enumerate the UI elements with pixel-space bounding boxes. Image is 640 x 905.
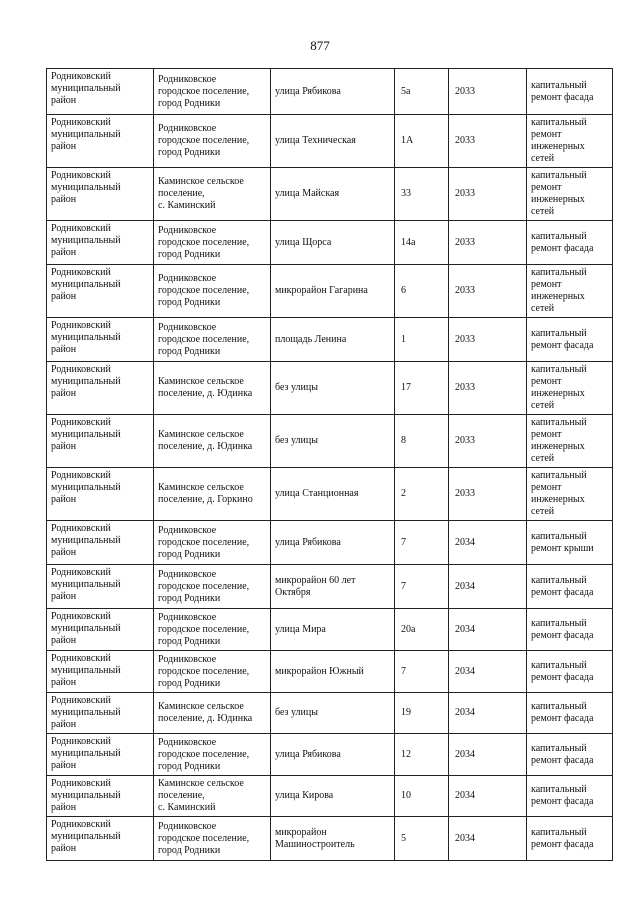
work-type-cell: капитальный ремонт фасада <box>527 565 613 609</box>
settlement-cell: Каминское сельское поселение, д. Юдинка <box>154 693 271 734</box>
work-type-cell: капитальный ремонт инженерных сетей <box>527 115 613 168</box>
street-cell: микрорайон Южный <box>271 651 395 693</box>
table-row <box>47 265 613 318</box>
table-row <box>47 609 613 651</box>
year-cell: 2034 <box>449 521 527 565</box>
year-cell: 2033 <box>449 115 527 168</box>
street-cell: микрорайон Машиностроитель <box>271 817 395 861</box>
district-cell: Родниковский муниципальный район <box>47 265 154 318</box>
street-cell: улица Кирова <box>271 776 395 817</box>
work-type-cell: капитальный ремонт фасада <box>527 651 613 693</box>
table-row <box>47 817 613 861</box>
settlement-cell: Родниковское городское поселение, город Родники <box>154 651 271 693</box>
house-number-cell: 33 <box>395 168 449 221</box>
settlement-cell: Родниковское городское поселение, город Родники <box>154 265 271 318</box>
house-number-cell: 7 <box>395 565 449 609</box>
settlement-cell: Родниковское городское поселение, город Родники <box>154 318 271 362</box>
housing-repair-table <box>46 68 613 861</box>
settlement-cell: Каминское сельское поселение, с. Каминский <box>154 776 271 817</box>
district-cell: Родниковский муниципальный район <box>47 734 154 776</box>
street-cell: улица Рябикова <box>271 521 395 565</box>
district-cell: Родниковский муниципальный район <box>47 221 154 265</box>
table-row <box>47 115 613 168</box>
table-row <box>47 693 613 734</box>
year-cell: 2033 <box>449 69 527 115</box>
work-type-cell: капитальный ремонт фасада <box>527 776 613 817</box>
table-row <box>47 565 613 609</box>
house-number-cell: 10 <box>395 776 449 817</box>
house-number-cell: 8 <box>395 415 449 468</box>
table-row <box>47 362 613 415</box>
settlement-cell: Родниковское городское поселение, город Родники <box>154 609 271 651</box>
settlement-cell: Каминское сельское поселение, д. Горкино <box>154 468 271 521</box>
house-number-cell: 12 <box>395 734 449 776</box>
year-cell: 2033 <box>449 468 527 521</box>
year-cell: 2034 <box>449 651 527 693</box>
work-type-cell: капитальный ремонт инженерных сетей <box>527 468 613 521</box>
settlement-cell: Родниковское городское поселение, город Родники <box>154 521 271 565</box>
table-row <box>47 521 613 565</box>
street-cell: улица Щорса <box>271 221 395 265</box>
table-row <box>47 776 613 817</box>
year-cell: 2034 <box>449 776 527 817</box>
street-cell: улица Станционная <box>271 468 395 521</box>
house-number-cell: 5а <box>395 69 449 115</box>
work-type-cell: капитальный ремонт фасада <box>527 734 613 776</box>
district-cell: Родниковский муниципальный район <box>47 318 154 362</box>
year-cell: 2033 <box>449 318 527 362</box>
work-type-cell: капитальный ремонт фасада <box>527 221 613 265</box>
year-cell: 2034 <box>449 693 527 734</box>
street-cell: микрорайон Гагарина <box>271 265 395 318</box>
settlement-cell: Родниковское городское поселение, город Родники <box>154 221 271 265</box>
year-cell: 2033 <box>449 221 527 265</box>
work-type-cell: капитальный ремонт инженерных сетей <box>527 362 613 415</box>
settlement-cell: Родниковское городское поселение, город Родники <box>154 115 271 168</box>
district-cell: Родниковский муниципальный район <box>47 168 154 221</box>
house-number-cell: 6 <box>395 265 449 318</box>
table-row <box>47 221 613 265</box>
year-cell: 2034 <box>449 734 527 776</box>
house-number-cell: 14а <box>395 221 449 265</box>
work-type-cell: капитальный ремонт фасада <box>527 693 613 734</box>
settlement-cell: Родниковское городское поселение, город Родники <box>154 734 271 776</box>
year-cell: 2034 <box>449 565 527 609</box>
house-number-cell: 17 <box>395 362 449 415</box>
street-cell: без улицы <box>271 693 395 734</box>
work-type-cell: капитальный ремонт крыши <box>527 521 613 565</box>
table-row <box>47 468 613 521</box>
work-type-cell: капитальный ремонт инженерных сетей <box>527 415 613 468</box>
house-number-cell: 19 <box>395 693 449 734</box>
street-cell: улица Рябикова <box>271 69 395 115</box>
table-row <box>47 69 613 115</box>
work-type-cell: капитальный ремонт фасада <box>527 318 613 362</box>
year-cell: 2033 <box>449 415 527 468</box>
settlement-cell: Родниковское городское поселение, город Родники <box>154 817 271 861</box>
table-row <box>47 318 613 362</box>
district-cell: Родниковский муниципальный район <box>47 817 154 861</box>
year-cell: 2034 <box>449 817 527 861</box>
table-body <box>47 69 613 861</box>
work-type-cell: капитальный ремонт инженерных сетей <box>527 168 613 221</box>
district-cell: Родниковский муниципальный район <box>47 565 154 609</box>
settlement-cell: Родниковское городское поселение, город Родники <box>154 565 271 609</box>
year-cell: 2033 <box>449 362 527 415</box>
street-cell: улица Рябикова <box>271 734 395 776</box>
work-type-cell: капитальный ремонт фасада <box>527 69 613 115</box>
district-cell: Родниковский муниципальный район <box>47 468 154 521</box>
district-cell: Родниковский муниципальный район <box>47 415 154 468</box>
table-row <box>47 415 613 468</box>
table-row <box>47 651 613 693</box>
house-number-cell: 7 <box>395 521 449 565</box>
street-cell: без улицы <box>271 415 395 468</box>
year-cell: 2033 <box>449 168 527 221</box>
house-number-cell: 5 <box>395 817 449 861</box>
work-type-cell: капитальный ремонт фасада <box>527 817 613 861</box>
street-cell: улица Майская <box>271 168 395 221</box>
house-number-cell: 2 <box>395 468 449 521</box>
street-cell: улица Техническая <box>271 115 395 168</box>
year-cell: 2033 <box>449 265 527 318</box>
district-cell: Родниковский муниципальный район <box>47 609 154 651</box>
street-cell: без улицы <box>271 362 395 415</box>
house-number-cell: 20а <box>395 609 449 651</box>
street-cell: микрорайон 60 лет Октября <box>271 565 395 609</box>
district-cell: Родниковский муниципальный район <box>47 115 154 168</box>
settlement-cell: Каминское сельское поселение, с. Каминский <box>154 168 271 221</box>
street-cell: улица Мира <box>271 609 395 651</box>
year-cell: 2034 <box>449 609 527 651</box>
settlement-cell: Родниковское городское поселение, город Родники <box>154 69 271 115</box>
district-cell: Родниковский муниципальный район <box>47 651 154 693</box>
district-cell: Родниковский муниципальный район <box>47 693 154 734</box>
house-number-cell: 7 <box>395 651 449 693</box>
district-cell: Родниковский муниципальный район <box>47 362 154 415</box>
work-type-cell: капитальный ремонт инженерных сетей <box>527 265 613 318</box>
district-cell: Родниковский муниципальный район <box>47 776 154 817</box>
house-number-cell: 1 <box>395 318 449 362</box>
work-type-cell: капитальный ремонт фасада <box>527 609 613 651</box>
table-row <box>47 734 613 776</box>
district-cell: Родниковский муниципальный район <box>47 69 154 115</box>
street-cell: площадь Ленина <box>271 318 395 362</box>
district-cell: Родниковский муниципальный район <box>47 521 154 565</box>
house-number-cell: 1А <box>395 115 449 168</box>
settlement-cell: Каминское сельское поселение, д. Юдинка <box>154 415 271 468</box>
page-number: 877 <box>310 38 330 53</box>
table-row <box>47 168 613 221</box>
settlement-cell: Каминское сельское поселение, д. Юдинка <box>154 362 271 415</box>
